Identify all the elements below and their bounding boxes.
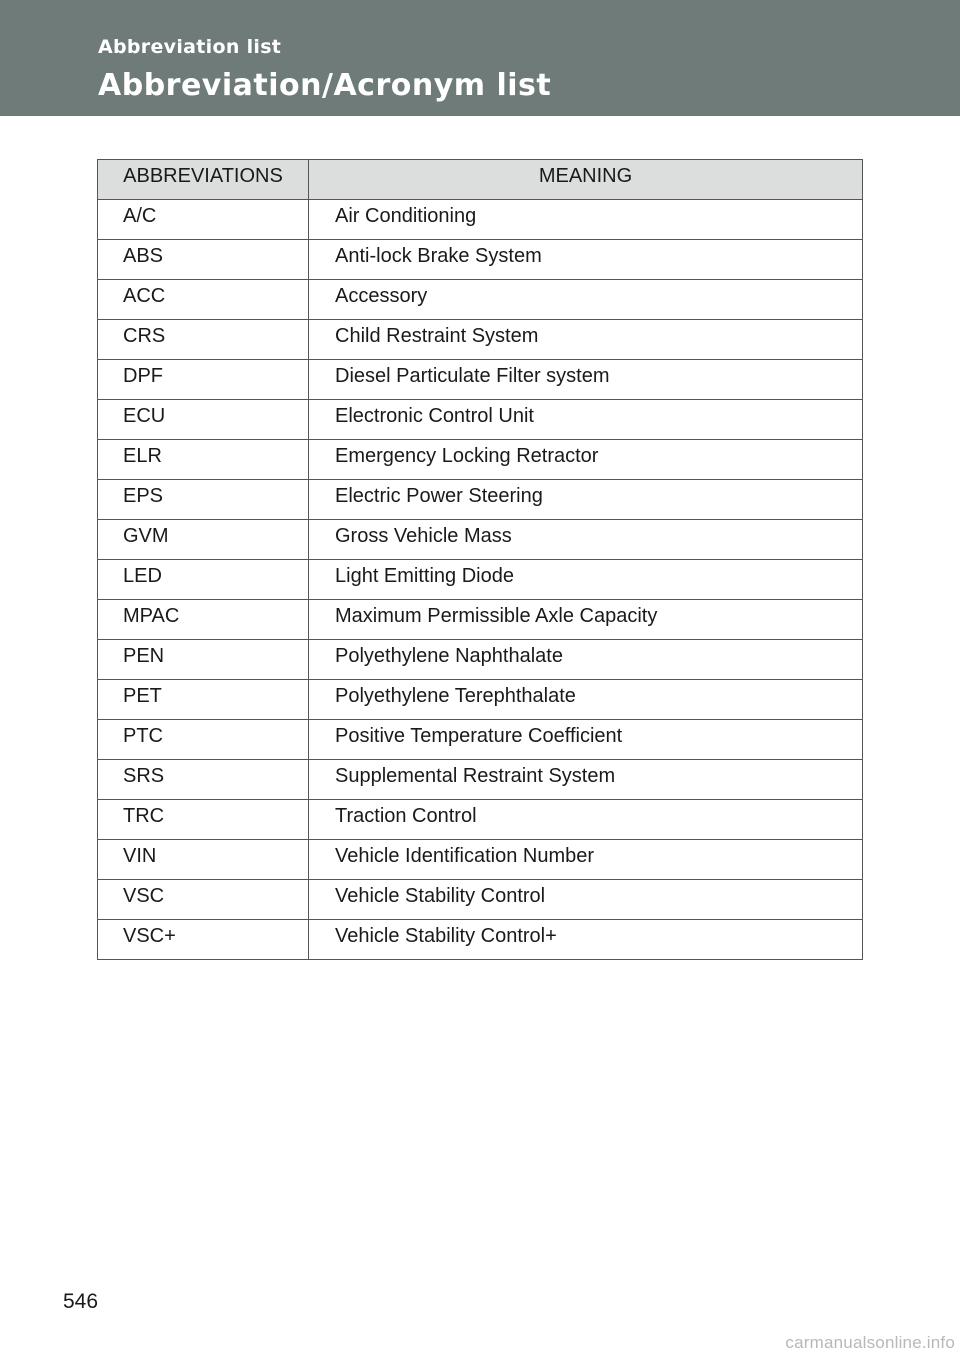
abbreviation-cell: VIN bbox=[98, 840, 309, 880]
table-body bbox=[98, 200, 863, 960]
abbreviation-cell: GVM bbox=[98, 520, 309, 560]
abbreviation-cell: PTC bbox=[98, 720, 309, 760]
meaning-cell: Accessory bbox=[309, 280, 863, 320]
table-row bbox=[98, 360, 863, 400]
table-row bbox=[98, 640, 863, 680]
abbreviation-cell: PET bbox=[98, 680, 309, 720]
table-row bbox=[98, 600, 863, 640]
abbreviation-cell: A/C bbox=[98, 200, 309, 240]
meaning-cell: Emergency Locking Retractor bbox=[309, 440, 863, 480]
abbreviation-cell: PEN bbox=[98, 640, 309, 680]
meaning-cell: Air Conditioning bbox=[309, 200, 863, 240]
table-row bbox=[98, 320, 863, 360]
page-title: Abbreviation/Acronym list bbox=[98, 68, 552, 103]
table-row bbox=[98, 440, 863, 480]
table-row bbox=[98, 800, 863, 840]
meaning-cell: Child Restraint System bbox=[309, 320, 863, 360]
section-title: Abbreviation list bbox=[98, 36, 282, 58]
page-header-bar bbox=[0, 0, 960, 116]
abbreviation-cell: DPF bbox=[98, 360, 309, 400]
table-row bbox=[98, 760, 863, 800]
meaning-cell: Vehicle Identification Number bbox=[309, 840, 863, 880]
column-header-abbreviations: ABBREVIATIONS bbox=[98, 160, 309, 200]
meaning-cell: Supplemental Restraint System bbox=[309, 760, 863, 800]
abbreviation-cell: EPS bbox=[98, 480, 309, 520]
table-row bbox=[98, 680, 863, 720]
meaning-cell: Polyethylene Naphthalate bbox=[309, 640, 863, 680]
watermark: carmanualsonline.info bbox=[785, 1333, 955, 1352]
meaning-cell: Anti-lock Brake System bbox=[309, 240, 863, 280]
abbreviation-cell: VSC bbox=[98, 880, 309, 920]
table-row bbox=[98, 240, 863, 280]
meaning-cell: Vehicle Stability Control bbox=[309, 880, 863, 920]
abbreviation-cell: MPAC bbox=[98, 600, 309, 640]
abbreviation-cell: ABS bbox=[98, 240, 309, 280]
page-number: 546 bbox=[63, 1290, 99, 1313]
meaning-cell: Light Emitting Diode bbox=[309, 560, 863, 600]
table-header-row bbox=[98, 160, 863, 200]
table-row bbox=[98, 480, 863, 520]
abbreviation-cell: ACC bbox=[98, 280, 309, 320]
abbreviation-cell: SRS bbox=[98, 760, 309, 800]
abbreviation-cell: ELR bbox=[98, 440, 309, 480]
meaning-cell: Electric Power Steering bbox=[309, 480, 863, 520]
abbreviation-cell: VSC+ bbox=[98, 920, 309, 960]
column-header-meaning: MEANING bbox=[309, 160, 863, 200]
meaning-cell: Polyethylene Terephthalate bbox=[309, 680, 863, 720]
table-row bbox=[98, 400, 863, 440]
table-row bbox=[98, 720, 863, 760]
meaning-cell: Vehicle Stability Control+ bbox=[309, 920, 863, 960]
meaning-cell: Gross Vehicle Mass bbox=[309, 520, 863, 560]
table-row bbox=[98, 520, 863, 560]
table-row bbox=[98, 840, 863, 880]
table-row bbox=[98, 880, 863, 920]
abbreviation-cell: CRS bbox=[98, 320, 309, 360]
meaning-cell: Positive Temperature Coefficient bbox=[309, 720, 863, 760]
abbreviation-cell: TRC bbox=[98, 800, 309, 840]
meaning-cell: Maximum Permissible Axle Capacity bbox=[309, 600, 863, 640]
table-row bbox=[98, 280, 863, 320]
meaning-cell: Electronic Control Unit bbox=[309, 400, 863, 440]
abbreviation-table bbox=[97, 159, 863, 960]
abbreviation-cell: LED bbox=[98, 560, 309, 600]
meaning-cell: Traction Control bbox=[309, 800, 863, 840]
abbreviation-cell: ECU bbox=[98, 400, 309, 440]
table-row bbox=[98, 560, 863, 600]
meaning-cell: Diesel Particulate Filter system bbox=[309, 360, 863, 400]
table-row bbox=[98, 920, 863, 960]
table-row bbox=[98, 200, 863, 240]
